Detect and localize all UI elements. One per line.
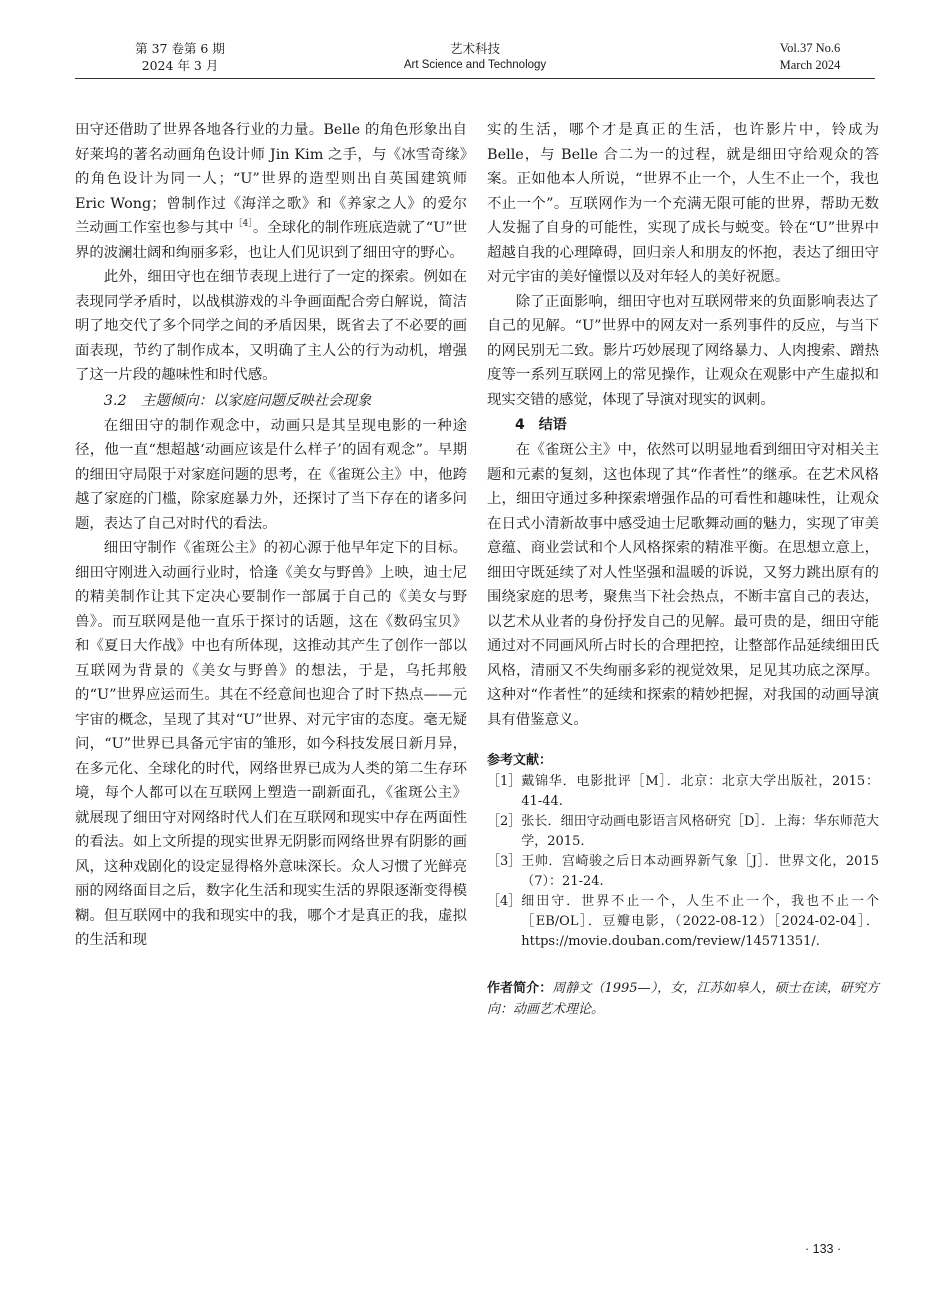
paragraph: 在《雀斑公主》中，依然可以明显地看到细田守对相关主题和元素的复刻，这也体现了其“作者性”的继承。在艺术风格上，细田守通过多种探索增强作品的可看性和趣味性，让观众在日式小清新故事中感受迪士尼歌舞动画的魅力，实现了审美意蕴、商业尝试和个人风格探索的精准平衡。在思想立意上，细田守既延续了对人性坚强和温暖的诉说，又努力跳出原有的围绕家庭的思考，聚焦当下社会热点，不断丰富自己的表达，以艺术从业者的身份抒发自己的见解。最可贵的是，细田守能通过对不同画风所占时长的合理把控，让整部作品延续细田氏风格，清丽又不失绚丽多彩的视觉效果，足见其功底之深厚。这种对“作者性”的延续和探索的精妙把握，对我国的动画导演具有借鉴意义。	[487, 442, 879, 728]
citation-ref[interactable]: ［4］	[233, 219, 253, 230]
volume-issue-en: Vol.37 No.6	[779, 41, 841, 55]
publication-date-en: March 2024	[779, 58, 841, 72]
reference-item: ［3］ 王帅．宫崎骏之后日本动画界新气象［J］．世界文化，2015（7）：21-24.	[487, 854, 879, 889]
paragraph: 此外，细田守也在细节表现上进行了一定的探索。例如在表现同学矛盾时，以战棋游戏的斗争画面配合旁白解说，简洁明了地交代了多个同学之间的矛盾因果，既省去了不必要的画面表现，节约了制作成本，又明确了主人公的行为动机，增强了这一片段的趣味性和时代感。	[75, 269, 467, 383]
paragraph: 在细田守的制作观念中，动画只是其呈现电影的一种途径，他一直“想超越‘动画应该是什么样子’的固有观念”。早期的细田守局限于对家庭问题的思考，在《雀斑公主》中，他跨越了家庭的门槛，除家庭暴力外，还探讨了当下存在的诸多问题，表达了自己对时代的看法。	[75, 417, 467, 532]
references	[487, 750, 879, 952]
journal-title	[375, 40, 575, 74]
paragraph: 实的生活，哪个才是真正的生活，也许影片中，铃成为 Belle，与 Belle 合二为一的过程，就是细田守给观众的答案。正如他本人所说，“世界不止一个，人生不止一个，我也不止一个”。互联网作为一个充满无限可能的世界，帮助无数人发掘了自身的可能性，实现了成长与蜕变。铃在“U”世界中超越自我的心理障碍，回归亲人和朋友的怀抱，表达了细田守对元宇宙的美好憧憬以及对年轻人的美好祝愿。	[487, 122, 879, 285]
section-heading-3-2: 3.2 主题倾向：以家庭问题反映社会现象	[103, 392, 372, 409]
paragraph: 细田守制作《雀斑公主》的初心源于他早年定下的目标。细田守刚进入动画行业时，恰逢《美女与野兽》上映，迪士尼的精美制作让其下定决心要制作一部属于自己的《美女与野兽》。而互联网是他一直乐于探讨的话题，这在《数码宝贝》和《夏日大作战》中也有所体现，这推动其产生了创作一部以互联网为背景的《美女与野兽》的想法，于是，乌托邦般的“U”世界应运而生。其在不经意间也迎合了时下热点——元宇宙的概念，呈现了其对“U”世界、对元宇宙的态度。毫无疑问，“U”世界已具备元宇宙的雏形，如今科技发展日新月异，在多元化、全球化的时代，网络世界已成为人类的第二生存环境，每个人都可以在互联网上塑造一副新面孔，《雀斑公主》就展现了细田守对网络时代人们在互联网和现实中存在两面性的看法。如上文所提的现实世界无阴影而网络世界有阴影的画风，这种戏剧化的设定显得格外意味深长。众人习惯了光鲜亮丽的网络面目之后，数字化生活和现实生活的界限逐渐变得模糊。但互联网中的我和现实中的我，哪个才是真正的我，虚拟的生活和现	[75, 540, 467, 948]
page-number: · 133 ·	[805, 1242, 842, 1256]
journal-name-en: Art Science and Technology	[403, 59, 547, 71]
author-bio-label: 作者简介：	[487, 981, 553, 996]
left-column	[75, 118, 467, 953]
author-bio	[487, 978, 879, 1020]
header-rule	[75, 78, 875, 79]
section-heading-4: 4 结语	[515, 417, 567, 433]
author-bio-text: 周静文（1995—），女，江苏如皋人，硕士在读，研究方向：动画艺术理论。	[487, 981, 879, 1017]
journal-name-cn: 艺术科技	[449, 41, 500, 56]
publication-date: 2024 年 3 月	[141, 58, 219, 73]
reference-item: ［2］ 张长．细田守动画电影语言风格研究［D］．上海：华东师范大学，2015.	[487, 814, 879, 849]
right-column	[487, 118, 879, 1020]
volume-issue: 第 37 卷第 6 期	[135, 41, 225, 56]
volume-info-en	[755, 40, 865, 74]
reference-item: ［1］ 戴锦华．电影批评［M］．北京：北京大学出版社，2015：41-44.	[487, 774, 879, 809]
reference-item: ［4］ 细田守．世界不止一个，人生不止一个，我也不止一个［EB/OL］．豆瓣电影，（2022-08-12）［2024-02-04］．https://movie.douban.com/review/14571351/.	[487, 894, 879, 949]
paragraph: 田守还借助了世界各地各行业的力量。Belle 的角色形象出自好莱坞的著名动画角色设计师 Jin Kim 之手，与《冰雪奇缘》的角色设计为同一人；“U”世界的造型则出自英国建筑师 Eric Wong；曾制作过《海洋之歌》和《养家之人》的爱尔兰动画工作室也参与其中$^{[4]}$。全球化的制作班底造就了“U”世界的波澜壮阔和绚丽多彩，也让人们见识到了细田守的野心。	[75, 122, 467, 261]
references-title: 参考文献：	[487, 753, 553, 768]
volume-info	[110, 40, 250, 74]
page-header	[0, 0, 950, 80]
paragraph: 除了正面影响，细田守也对互联网带来的负面影响表达了自己的见解。“U”世界中的网友对一系列事件的反应，与当下的网民别无二致。影片巧妙展现了网络暴力、人肉搜索、蹭热度等一系列互联网上的常见操作，让观众在观影中产生虚拟和现实交错的感觉，体现了导演对现实的讽刺。	[487, 293, 879, 408]
